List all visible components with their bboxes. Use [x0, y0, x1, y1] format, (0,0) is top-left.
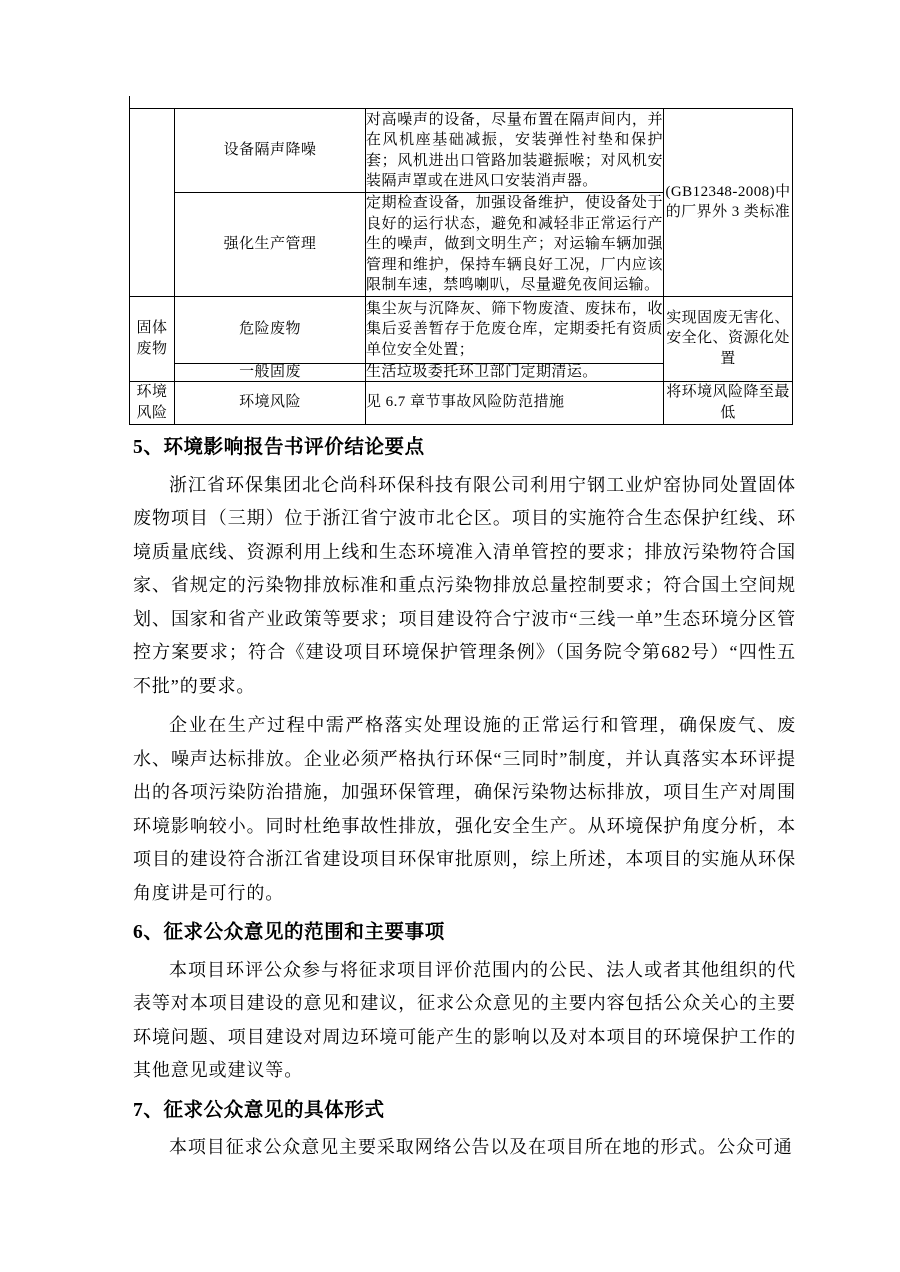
measure-cell: 设备隔声降噪	[175, 109, 366, 193]
document-body	[133, 421, 796, 1171]
paragraph-conclusion-2: 企业在生产过程中需严格落实处理设施的正常运行和管理，确保废气、废水、噪声达标排放。企业必须严格执行环保“三同时”制度，并认真落实本环评提出的各项污染防治措施，加强环保管理，确保污染物达标排放，项目生产对周围环境影响较小。同时杜绝事故性排放，强化安全生产。从环境保护角度分析，本项目的建设符合浙江省建设项目环保审批原则，综上所述，本项目的实施从环保角度讲是可行的。	[133, 715, 796, 903]
table-row-hazardous-waste	[130, 296, 793, 363]
category-cell-environmental-risk: 环境风险	[130, 381, 175, 424]
table-row-noise-isolation	[130, 109, 793, 193]
detail-cell: 定期检查设备，加强设备维护，使设备处于良好的运行状态，避免和减轻非正常运行产生的噪声，做到文明生产；对运输车辆加强管理和维护，保持车辆良好工况，厂内应该限制车速，禁鸣喇叭，尽量避免夜间运输。	[366, 193, 664, 297]
goal-cell-solid-waste: 实现固废无害化、安全化、资源化处置	[664, 296, 793, 381]
table-continuation-border	[129, 96, 130, 108]
measure-cell: 环境风险	[175, 381, 366, 424]
detail-cell: 对高噪声的设备，尽量布置在隔声间内，并在风机座基础减振，安装弹性衬垫和保护套；风机进出口管路加装避振喉；对风机安装隔声罩或在进风口安装消声器。	[366, 109, 664, 193]
goal-cell-environmental-risk: 将环境风险降至最低	[664, 381, 793, 424]
paragraph-public-opinion-form: 本项目征求公众意见主要采取网络公告以及在项目所在地的形式。公众可通	[169, 1137, 793, 1157]
section-heading-6: 6、征求公众意见的范围和主要事项	[133, 922, 445, 943]
paragraph-public-opinion-scope: 本项目环评公众参与将征求项目评价范围内的公民、法人或者其他组织的代表等对本项目建设的意见和建议，征求公众意见的主要内容包括公众关心的主要环境问题、项目建设对周边环境可能产生的影响以及对本项目的环境保护工作的其他意见或建议等。	[133, 959, 796, 1080]
section-heading-7: 7、征求公众意见的具体形式	[133, 1099, 385, 1121]
detail-cell: 见 6.7 章节事故风险防范措施	[366, 381, 664, 424]
measure-cell: 一般固废	[175, 363, 366, 381]
goal-cell-noise-standard: (GB12348-2008)中的厂界外 3 类标准	[664, 109, 793, 297]
category-cell-empty	[130, 109, 175, 297]
paragraph-conclusion-1: 浙江省环保集团北仑尚科环保科技有限公司利用宁钢工业炉窑协同处置固体废物项目（三期）位于浙江省宁波市北仑区。项目的实施符合生态保护红线、环境质量底线、资源利用上线和生态环境准入清单管控的要求；排放污染物符合国家、省规定的污染物排放标准和重点污染物排放总量控制要求；符合国土空间规划、国家和省产业政策等要求；项目建设符合宁波市“三线一单”生态环境分区管控方案要求；符合《建设项目环境保护管理条例》（国务院令第682号）“四性五不批”的要求。	[133, 474, 796, 696]
measure-cell: 危险废物	[175, 296, 366, 363]
table-row-environmental-risk	[130, 381, 793, 424]
pollution-control-measures-table	[129, 108, 793, 425]
detail-cell: 生活垃圾委托环卫部门定期清运。	[366, 363, 664, 381]
measure-cell: 强化生产管理	[175, 193, 366, 297]
detail-cell: 集尘灰与沉降灰、筛下物废渣、废抹布，收集后妥善暂存于危废仓库，定期委托有资质单位安全处置；	[366, 296, 664, 363]
category-cell-solid-waste: 固体废物	[130, 296, 175, 381]
section-heading-5: 5、环境影响报告书评价结论要点	[133, 437, 425, 458]
